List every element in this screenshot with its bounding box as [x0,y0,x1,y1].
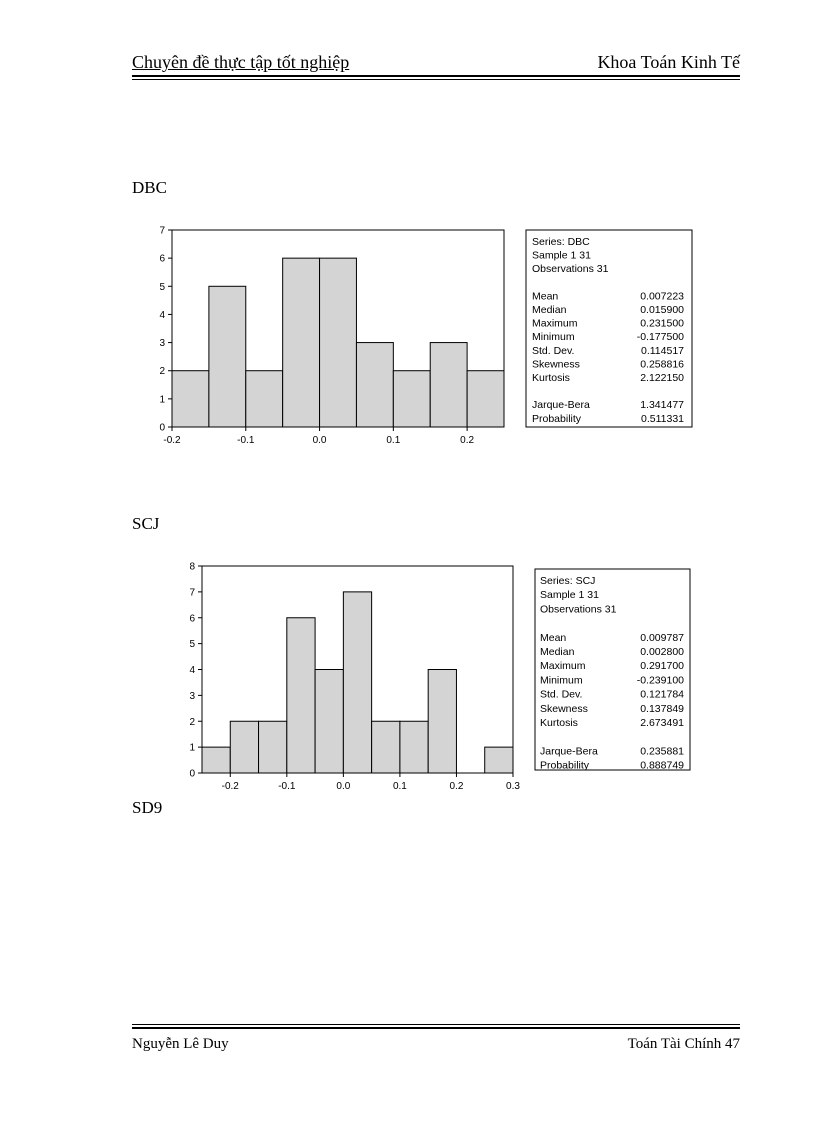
stats-label: Std. Dev. [532,344,575,357]
section-label-dbc: DBC [132,178,167,197]
histogram-bar [467,371,504,427]
y-tick-label: 4 [189,665,195,676]
y-tick-label: 8 [189,561,195,573]
x-tick-label: -0.2 [221,781,239,792]
y-tick-label: 2 [159,366,165,378]
stats-label: Probability [532,412,582,425]
stats-label: Maximum [540,660,586,673]
stats-label: Jarque-Bera [540,745,598,758]
stats-label: Skewness [532,358,580,371]
stats-value: 0.015900 [640,304,684,316]
histogram-bar [246,371,283,427]
stats-header-line: Series: SCJ [540,575,596,587]
stats-label: Median [532,304,567,316]
y-tick-label: 0 [159,422,165,434]
footer-rule-thick [132,1027,740,1029]
stats-header-line: Sample 1 31 [540,589,599,602]
footer-author: Nguyễn Lê Duy [132,1036,229,1052]
stats-value: 0.002800 [640,646,684,658]
y-tick-label: 1 [159,394,165,406]
histogram-bar [287,618,315,773]
section-label-scj: SCJ [132,514,160,533]
y-tick-label: 6 [189,613,195,625]
y-tick-label: 7 [159,225,165,237]
y-tick-label: 5 [189,639,195,651]
stats-header-line: Sample 1 31 [532,249,591,262]
stats-value: 1.341477 [640,399,684,412]
stats-value: 0.888749 [640,759,684,772]
stats-value: 0.511331 [640,412,684,425]
histogram-bar [209,286,246,427]
histogram-bar [202,747,230,773]
y-tick-label: 6 [159,253,165,265]
x-tick-label: 0.1 [392,781,407,792]
stats-label: Minimum [540,674,583,687]
stats-label: Minimum [532,331,575,344]
stats-value: 2.673491 [640,717,684,729]
stats-label: Mean [540,631,567,644]
histogram-bar [283,258,320,427]
stats-value: 0.235881 [640,745,684,758]
x-tick-label: 0.2 [449,781,464,792]
x-tick-label: -0.2 [163,435,181,446]
stats-header-line: Series: DBC [532,236,590,248]
footer-page: Toán Tài Chính 47 [627,1036,740,1052]
histogram-bar [393,371,430,427]
y-tick-label: 4 [159,309,165,321]
stats-label: Kurtosis [532,372,570,384]
x-tick-label: 0.0 [312,435,327,446]
histogram-bar [320,258,357,427]
x-tick-label: -0.1 [278,781,296,792]
header-title: Chuyên đề thực tập tốt nghiệp [132,52,350,72]
histogram-bar [400,721,428,773]
stats-header-line: Observations 31 [532,263,609,276]
y-tick-label: 3 [189,690,195,702]
histogram-bar [372,721,400,773]
y-tick-label: 5 [159,281,165,293]
stats-value: -0.177500 [636,331,684,344]
stats-label: Skewness [540,702,588,715]
x-tick-label: 0.2 [460,435,475,446]
stats-label: Kurtosis [540,717,578,729]
histogram-bar [430,343,467,427]
histogram-bar [172,371,209,427]
y-tick-label: 7 [189,587,195,599]
stats-header-line: Observations 31 [540,603,617,616]
stats-label: Jarque-Bera [532,399,590,412]
histogram-bar [485,747,513,773]
stats-value: 0.114517 [640,344,684,357]
y-tick-label: 0 [189,768,195,780]
histogram-bar [356,343,393,427]
x-tick-label: 0.0 [336,781,351,792]
stats-label: Std. Dev. [540,688,583,701]
y-tick-label: 2 [189,716,195,728]
histogram-bar [315,670,343,774]
x-tick-label: 0.1 [386,435,401,446]
histogram-bar [230,721,258,773]
x-tick-label: 0.3 [506,781,520,792]
stats-label: Probability [540,759,590,772]
stats-value: 0.231500 [640,317,684,330]
section-label-sd9: SD9 [132,798,163,817]
stats-value: -0.239100 [636,674,684,687]
stats-label: Mean [532,290,559,303]
y-tick-label: 1 [189,742,195,754]
stats-value: 0.009787 [640,631,684,644]
x-tick-label: -0.1 [237,435,255,446]
stats-value: 0.258816 [640,358,684,371]
histogram-bar [259,721,287,773]
stats-value: 0.291700 [640,660,684,673]
stats-value: 0.137849 [640,702,684,715]
header-department: Khoa Toán Kinh Tế [597,52,740,72]
stats-value: 0.007223 [640,290,684,303]
stats-value: 0.121784 [640,688,684,701]
stats-label: Maximum [532,317,578,330]
histogram-bar [428,670,456,774]
y-tick-label: 3 [159,338,165,350]
histogram-bar [343,592,371,773]
stats-value: 2.122150 [640,372,684,384]
stats-label: Median [540,646,575,658]
footer-rule-thin [132,1024,740,1025]
